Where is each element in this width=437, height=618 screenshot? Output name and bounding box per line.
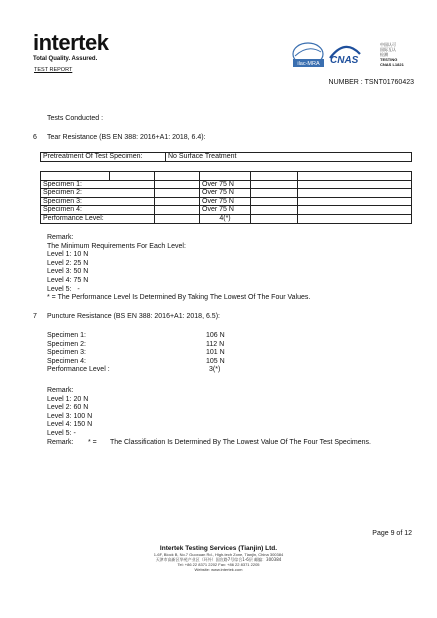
report-number: NUMBER : TSNT01760423 (328, 79, 414, 86)
table-row (41, 189, 412, 198)
row-label: Specimen 3: (41, 197, 110, 206)
row-value: Over 75 N (200, 189, 251, 198)
table-row (41, 197, 412, 206)
footer-address-cn: 天津市高新区华苑产业区（环外）国宣路7号综合1-6层 邮编：300384 (155, 557, 282, 562)
row-label: Performance Level : (47, 366, 110, 374)
table-header-row (41, 172, 412, 181)
remark-line: Remark: (47, 234, 74, 241)
pretreatment-table (40, 152, 412, 162)
footer-contact: Tel: +86 22 8371 2202 Fax: +86 22 8371 2205 (177, 562, 260, 567)
row-label: Specimen 1: (47, 332, 86, 339)
row-label: Specimen 1: (41, 180, 110, 189)
section-7-title: Puncture Resistance (BS EN 388: 2016+A1: 2018, 6.5): (47, 313, 220, 320)
remark-line: The Minimum Requirements For Each Level: (47, 242, 186, 250)
remark-line: * = The Performance Level Is Determined By Taking The Lowest Of The Four Values. (47, 294, 311, 302)
result-row (47, 357, 225, 367)
cnas-line-4: TESTING (380, 57, 398, 62)
accreditation-marks (290, 40, 416, 70)
result-row (47, 340, 225, 350)
tear-resistance-table (40, 171, 412, 224)
row-label: Specimen 2: (41, 189, 110, 198)
row-value: Over 75 N (200, 180, 251, 189)
row-label: Specimen 2: (47, 340, 86, 348)
remark-line: Level 1: 10 N (47, 251, 89, 259)
result-row (47, 366, 221, 375)
remark-line: Level 3: 50 N (47, 268, 89, 276)
tests-conducted-heading: Tests Conducted : (47, 115, 104, 122)
final-remark-text: The Classification Is Determined By The Lowest Value Of The Four Test Specimens. (110, 438, 371, 446)
remark-line: Level 4: 150 N (47, 421, 93, 429)
result-row (47, 332, 225, 341)
puncture-results (47, 332, 225, 375)
row-value: 4(*) (200, 214, 251, 223)
remark-line: Level 5: - (47, 285, 80, 293)
row-label: Specimen 4: (41, 206, 110, 215)
row-value: Over 75 N (200, 206, 251, 215)
footer-address: 1-6F, Block B, No.7 Guoxuan Rd., High-tech Zone, Tianjin, China 300384 (153, 552, 284, 557)
remark-line: Remark: (47, 387, 74, 394)
remark-line: Level 1: 20 N (47, 395, 89, 403)
ilac-mra-logo (293, 43, 324, 67)
row-value: Over 75 N (200, 197, 251, 206)
final-remark (47, 438, 371, 448)
cnas-label: CNAS (330, 55, 359, 66)
row-label: Specimen 4: (47, 357, 86, 365)
final-remark-label: Remark: (47, 438, 74, 446)
row-value: 101 N (206, 349, 225, 357)
cnas-line-3: 检测 (380, 52, 388, 57)
ilac-label: ilac-MRA (297, 61, 320, 67)
cnas-line-2: 国际互认 (380, 47, 396, 52)
table-row (41, 206, 412, 215)
row-value: 106 N (206, 332, 225, 339)
cnas-line-1: 中国认可 (380, 42, 396, 47)
intertek-logo: intertek (33, 30, 109, 55)
row-label: Specimen 3: (47, 349, 86, 357)
row-value: 105 N (206, 357, 225, 365)
section-6-number: 6 (33, 134, 37, 141)
table-row (41, 214, 412, 223)
remark-line: Level 2: 25 N (47, 259, 89, 267)
result-row (47, 349, 225, 358)
remark-line: Level 4: 75 N (47, 276, 89, 284)
section-7-number: 7 (33, 313, 37, 320)
remark-line: Level 5: - (47, 429, 76, 437)
footer-website: Website: www.intertek.com (194, 567, 243, 572)
remark-line: Level 2: 60 N (47, 404, 89, 412)
final-remark-star: * = (88, 438, 97, 446)
page-number: Page 9 of 12 (372, 530, 412, 537)
footer-company: Intertek Testing Services (Tianjin) Ltd. (159, 545, 278, 552)
row-value: 3(*) (209, 366, 221, 374)
row-label: Performance Level: (41, 214, 110, 223)
doc-type-label: TEST REPORT (34, 67, 73, 73)
cnas-logo (330, 41, 405, 67)
row-value: 112 N (206, 340, 225, 348)
tagline: Total Quality. Assured. (33, 56, 98, 62)
pretreatment-value: No Surface Treatment (166, 153, 412, 162)
remark-line: Level 3: 100 N (47, 412, 93, 420)
footer (0, 545, 437, 572)
section-6-title: Tear Resistance (BS EN 388: 2016+A1: 2018, 6.4): (47, 134, 206, 141)
table-row (41, 180, 412, 189)
section-6-remarks (47, 234, 310, 303)
section-7-remarks (47, 387, 371, 447)
cnas-line-5: CNAS L1821 (380, 62, 404, 67)
pretreatment-label: Pretreatment Of Test Specimen: (41, 153, 166, 162)
